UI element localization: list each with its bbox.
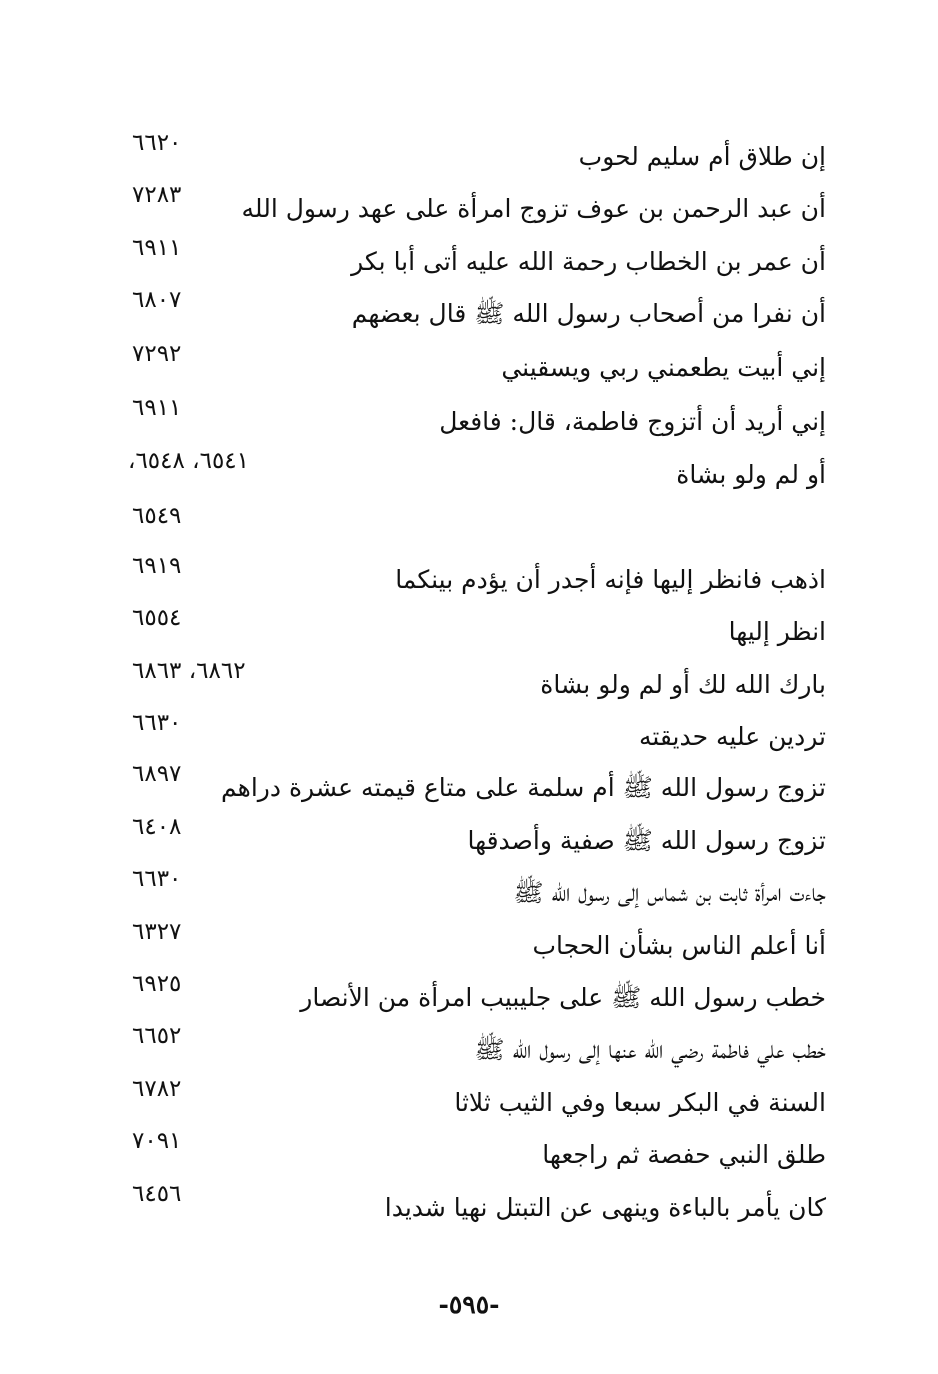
- hadith-reference: ٦٣٢٧: [132, 919, 182, 945]
- index-entry: [0, 866, 938, 913]
- hadith-text: إني أريد أن أتزوج فاطمة، قال: فافعل: [439, 407, 826, 436]
- hadith-reference: ٦٩١١: [132, 395, 182, 421]
- hadith-reference: ٦٨٠٧: [132, 287, 182, 313]
- index-entry: [0, 395, 938, 442]
- hadith-reference: ٦٧٨٢: [132, 1076, 182, 1102]
- hadith-reference: ٦٥٤١، ٦٥٤٨،: [128, 448, 250, 474]
- hadith-text: أن نفرا من أصحاب رسول الله ﷺ قال بعضهم: [351, 299, 826, 328]
- hadith-text: خطب رسول الله ﷺ على جليبيب امرأة من الأنصار: [300, 983, 826, 1012]
- index-entry: [0, 553, 938, 600]
- hadith-reference: ٦٦٢٠: [132, 130, 182, 156]
- hadith-text: أنا أعلم الناس بشأن الحجاب: [532, 931, 826, 960]
- index-entry: [0, 1128, 938, 1175]
- index-entry: [0, 1023, 938, 1070]
- hadith-reference: ٧٢٨٣: [132, 182, 182, 208]
- hadith-reference: ٧٢٩٢: [132, 341, 182, 367]
- hadith-text: بارك الله لك أو لم ولو بشاة: [540, 670, 826, 699]
- index-entry: [0, 182, 938, 229]
- hadith-text: إن طلاق أم سليم لحوب: [578, 142, 826, 171]
- hadith-text: تزوج رسول الله ﷺ أم سلمة على متاع قيمته عشرة دراهم: [221, 773, 826, 802]
- index-entry: [0, 761, 938, 808]
- index-entry: [0, 235, 938, 282]
- hadith-text: خطب علي فاطمة رضي الله عنها إلى رسول الله ﷺ: [474, 1035, 826, 1064]
- index-entry: [0, 287, 938, 334]
- hadith-text: أن عبد الرحمن بن عوف تزوج امرأة على عهد رسول الله: [241, 194, 826, 223]
- hadith-text: انظر إليها: [728, 617, 826, 646]
- hadith-reference: ٦٦٥٢: [132, 1023, 182, 1049]
- index-entry: [0, 503, 938, 550]
- hadith-reference: ٦٦٣٠: [132, 710, 182, 736]
- hadith-reference: ٦٨٦٢، ٦٨٦٣: [132, 658, 246, 684]
- hadith-text: كان يأمر بالباءة وينهى عن التبتل نهيا شديدا: [384, 1193, 826, 1222]
- hadith-reference: ٦٤٥٦: [132, 1181, 182, 1207]
- index-entry: [0, 658, 938, 705]
- index-entry: [0, 130, 938, 177]
- hadith-text: جاءت امرأة ثابت بن شماس إلى رسول الله ﷺ: [513, 878, 826, 907]
- hadith-reference: ٦٥٤٩: [132, 503, 182, 529]
- index-entry: [0, 710, 938, 757]
- hadith-reference: ٦٥٥٤: [132, 605, 182, 631]
- index-entry: [0, 605, 938, 652]
- hadith-reference: ٦٨٩٧: [132, 761, 182, 787]
- index-entry: [0, 1181, 938, 1228]
- index-entry: [0, 448, 938, 495]
- hadith-text: السنة في البكر سبعا وفي الثيب ثلاثا: [454, 1088, 826, 1117]
- hadith-text: أن عمر بن الخطاب رحمة الله عليه أتى أبا بكر: [351, 247, 826, 276]
- hadith-text: طلق النبي حفصة ثم راجعها: [542, 1140, 826, 1169]
- hadith-reference: ٦٩٢٥: [132, 971, 182, 997]
- hadith-reference: ٦٦٣٠: [132, 866, 182, 892]
- index-entry: [0, 919, 938, 966]
- index-entry: [0, 971, 938, 1018]
- hadith-reference: ٧٠٩١: [132, 1128, 182, 1154]
- index-entry: [0, 1076, 938, 1123]
- index-entry: [0, 341, 938, 388]
- hadith-reference: ٦٩١١: [132, 235, 182, 261]
- hadith-text: اذهب فانظر إليها فإنه أجدر أن يؤدم بينكما: [395, 565, 826, 594]
- hadith-text: تردين عليه حديقته: [638, 722, 826, 751]
- hadith-reference: ٦٩١٩: [132, 553, 182, 579]
- hadith-text: أو لم ولو بشاة: [676, 460, 826, 489]
- hadith-text: تزوج رسول الله ﷺ صفية وأصدقها: [467, 826, 826, 855]
- hadith-reference: ٦٤٠٨: [132, 814, 182, 840]
- index-entry: [0, 814, 938, 861]
- hadith-text: إني أبيت يطعمني ربي ويسقيني: [501, 353, 826, 382]
- page-number: -٥٩٥-: [438, 1290, 500, 1319]
